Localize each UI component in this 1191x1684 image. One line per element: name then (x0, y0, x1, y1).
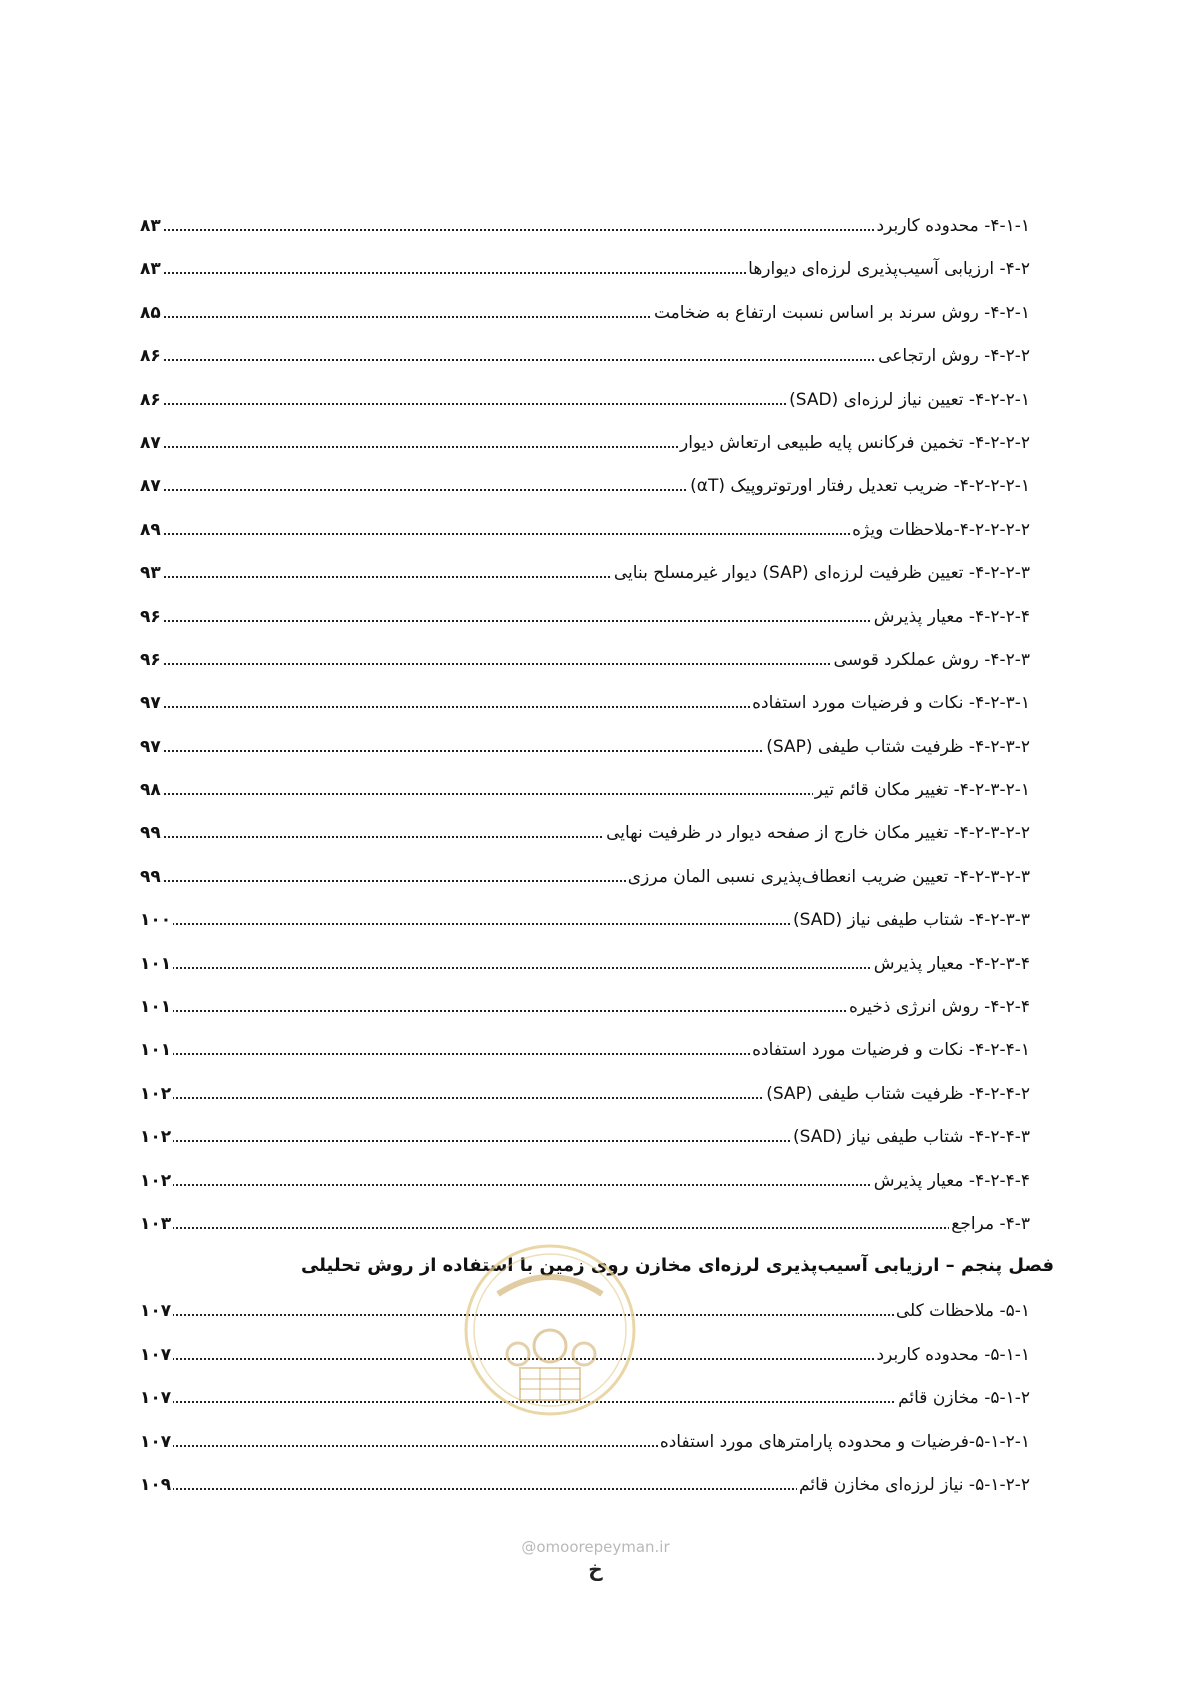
toc-entry-title: ۴-۲-۴-۴- معیار پذیرش (873, 1170, 1030, 1191)
toc-entry-page: ۹۹ (140, 823, 161, 844)
toc-entry-page: ۸۳ (140, 259, 161, 280)
toc-entry[interactable] (140, 987, 1030, 1030)
dot-leader (140, 1227, 1030, 1229)
toc-entry[interactable] (140, 423, 1030, 466)
toc-entry-page: ۱۰۹ (140, 1474, 172, 1495)
toc-entry[interactable] (140, 597, 1030, 640)
toc-entry-page: ۱۰۷ (140, 1344, 172, 1365)
toc-entry-page: ۸۷ (140, 476, 161, 497)
toc-entry-page: ۱۰۲ (140, 1170, 172, 1191)
toc-entry-page: ۱۰۲ (140, 1127, 172, 1148)
toc-entry-page: ۱۰۷ (140, 1301, 172, 1322)
toc-entry[interactable] (140, 1422, 1030, 1465)
toc-entry-page: ۸۳ (140, 216, 161, 236)
toc-entry-page: ۱۰۷ (140, 1431, 172, 1452)
toc-entry-title: ۴-۲-۳-۲-۳- تعیین ضریب انعطاف‌پذیری نسبی المان مرزی (627, 866, 1030, 887)
toc-entry-page: ۱۰۰ (140, 910, 172, 931)
toc-entry-page: ۸۵ (140, 302, 161, 323)
toc-entry-title: ۴-۲-۴- روش انرژی ذخیره (848, 997, 1030, 1018)
toc-entry-title: ۴-۲-۲-۲- تخمین فرکانس پایه طبیعی ارتعاش دیوار (679, 432, 1030, 453)
toc-entry-page: ۱۰۷ (140, 1388, 172, 1409)
toc-entry-title: ۴-۳- مراجع (951, 1213, 1030, 1234)
toc-entry-title: ۴-۲-۱- روش سرند بر اساس نسبت ارتفاع به ضخامت (653, 302, 1030, 323)
toc-entry[interactable] (140, 510, 1030, 553)
watermark-text: @omoorepeyman.ir (521, 1538, 670, 1556)
toc-entry-title: ۴-۲-۳-۲-۲- تغییر مکان خارج از صفحه دیوار در ظرفیت نهایی (606, 823, 1030, 844)
toc-entry[interactable] (140, 1117, 1030, 1160)
toc-entry-title: ۵-۱-۲-۱-فرضیات و محدوده پارامترهای مورد استفاده (659, 1431, 1030, 1452)
toc-entry-title: ۴-۲-۲- روش ارتجاعی (878, 346, 1030, 367)
toc-entry-title: ۴-۲-۲-۲-۱- ضریب تعدیل رفتار اورتوتروپیک (αT) (690, 476, 1030, 497)
toc-entry[interactable] (140, 1161, 1030, 1204)
toc-entry[interactable] (140, 336, 1030, 379)
toc-entry-page: ۸۷ (140, 432, 161, 453)
toc-entry-page: ۸۶ (140, 389, 161, 410)
toc-entry[interactable] (140, 249, 1030, 292)
toc-entry-page: ۱۰۱ (140, 953, 172, 974)
toc-entry-title: ۴-۲-۲-۴- معیار پذیرش (873, 606, 1030, 627)
toc-entry[interactable] (140, 813, 1030, 856)
toc-entry-title: ۴-۲-۴-۲- ظرفیت شتاب طیفی (SAP) (766, 1083, 1030, 1104)
toc-entry[interactable] (140, 1030, 1030, 1073)
toc-entry[interactable] (140, 1204, 1030, 1247)
chapter-heading-text: فصل پنجم – ارزیابی آسیب‌پذیری لرزه‌ای مخازن روی زمین با استفاده از روش تحلیلی (300, 1255, 1054, 1277)
toc-entry-page: ۹۶ (140, 649, 161, 670)
toc-entry[interactable] (140, 380, 1030, 423)
toc-entry-title: ۴-۲-۳-۳- شتاب طیفی نیاز (SAD) (792, 910, 1030, 931)
toc-entry-title: ۴-۲-۳-۲- ظرفیت شتاب طیفی (SAP) (766, 736, 1030, 757)
toc-entry[interactable] (140, 900, 1030, 943)
toc-entry-page: ۱۰۳ (140, 1213, 172, 1234)
toc-entry-page: ۱۰۱ (140, 997, 172, 1018)
toc-entry-title: ۵-۱-۲-۲- نیاز لرزه‌ای مخازن قائم (799, 1474, 1030, 1495)
toc-entry[interactable] (140, 727, 1030, 770)
toc-entry-title: ۴-۲- ارزیابی آسیب‌پذیری لرزه‌ای دیوارها (748, 259, 1030, 280)
toc-entry-page: ۸۹ (140, 519, 161, 540)
toc-entry-title: ۴-۲-۳-۴- معیار پذیرش (873, 953, 1030, 974)
toc-entry-page: ۹۷ (140, 693, 161, 714)
toc-entry-title: ۴-۲-۳-۲-۱- تغییر مکان قائم تیر (814, 780, 1030, 801)
toc-entry[interactable] (140, 466, 1030, 509)
toc-entry-title: ۴-۲-۲-۳- تعیین ظرفیت لرزه‌ای (SAP) دیوار غیرمسلح بنایی (613, 563, 1030, 584)
toc-entry[interactable] (140, 944, 1030, 987)
toc-entry[interactable] (140, 1465, 1030, 1508)
toc-entry[interactable] (140, 206, 1030, 249)
toc-entry[interactable] (140, 293, 1030, 336)
toc-entry-page: ۱۰۱ (140, 1040, 172, 1061)
toc-entry-title: ۵-۱- ملاحظات کلی (895, 1301, 1030, 1322)
toc-entry-page: ۹۷ (140, 736, 161, 757)
toc-entry-title: ۴-۲-۳- روش عملکرد قوسی (833, 649, 1030, 670)
toc-entry-title: ۴-۲-۴-۱- نکات و فرضیات مورد استفاده (752, 1040, 1030, 1061)
toc-entry-title: ۴-۲-۲-۲-۲-ملاحظات ویژه (852, 519, 1030, 540)
toc-entry-page: ۹۹ (140, 866, 161, 887)
toc-entry[interactable] (140, 857, 1030, 900)
toc-entry-page: ۹۸ (140, 780, 161, 801)
toc-entry-page: ۱۰۲ (140, 1083, 172, 1104)
toc-entry-title: ۴-۱-۱- محدوده کاربرد (876, 216, 1030, 236)
toc-entry[interactable] (140, 770, 1030, 813)
page-number: خ (588, 1557, 603, 1581)
toc-entry-title: ۵-۱-۲- مخازن قائم (898, 1388, 1030, 1409)
toc-entry[interactable] (140, 553, 1030, 596)
publisher-seal-logo (462, 1242, 638, 1418)
toc-entry-title: ۴-۲-۲-۱- تعیین نیاز لرزه‌ای (SAD) (789, 389, 1030, 410)
toc-entry-page: ۹۳ (140, 563, 161, 584)
toc-entry[interactable] (140, 1074, 1030, 1117)
toc-entry-page: ۸۶ (140, 346, 161, 367)
toc-entry[interactable] (140, 683, 1030, 726)
toc-entry-title: ۴-۲-۳-۱- نکات و فرضیات مورد استفاده (752, 693, 1030, 714)
toc-entry-title: ۵-۱-۱- محدوده کاربرد (876, 1344, 1030, 1365)
toc-entry-page: ۹۶ (140, 606, 161, 627)
toc-entry-title: ۴-۲-۴-۳- شتاب طیفی نیاز (SAD) (792, 1127, 1030, 1148)
toc-entry[interactable] (140, 640, 1030, 683)
